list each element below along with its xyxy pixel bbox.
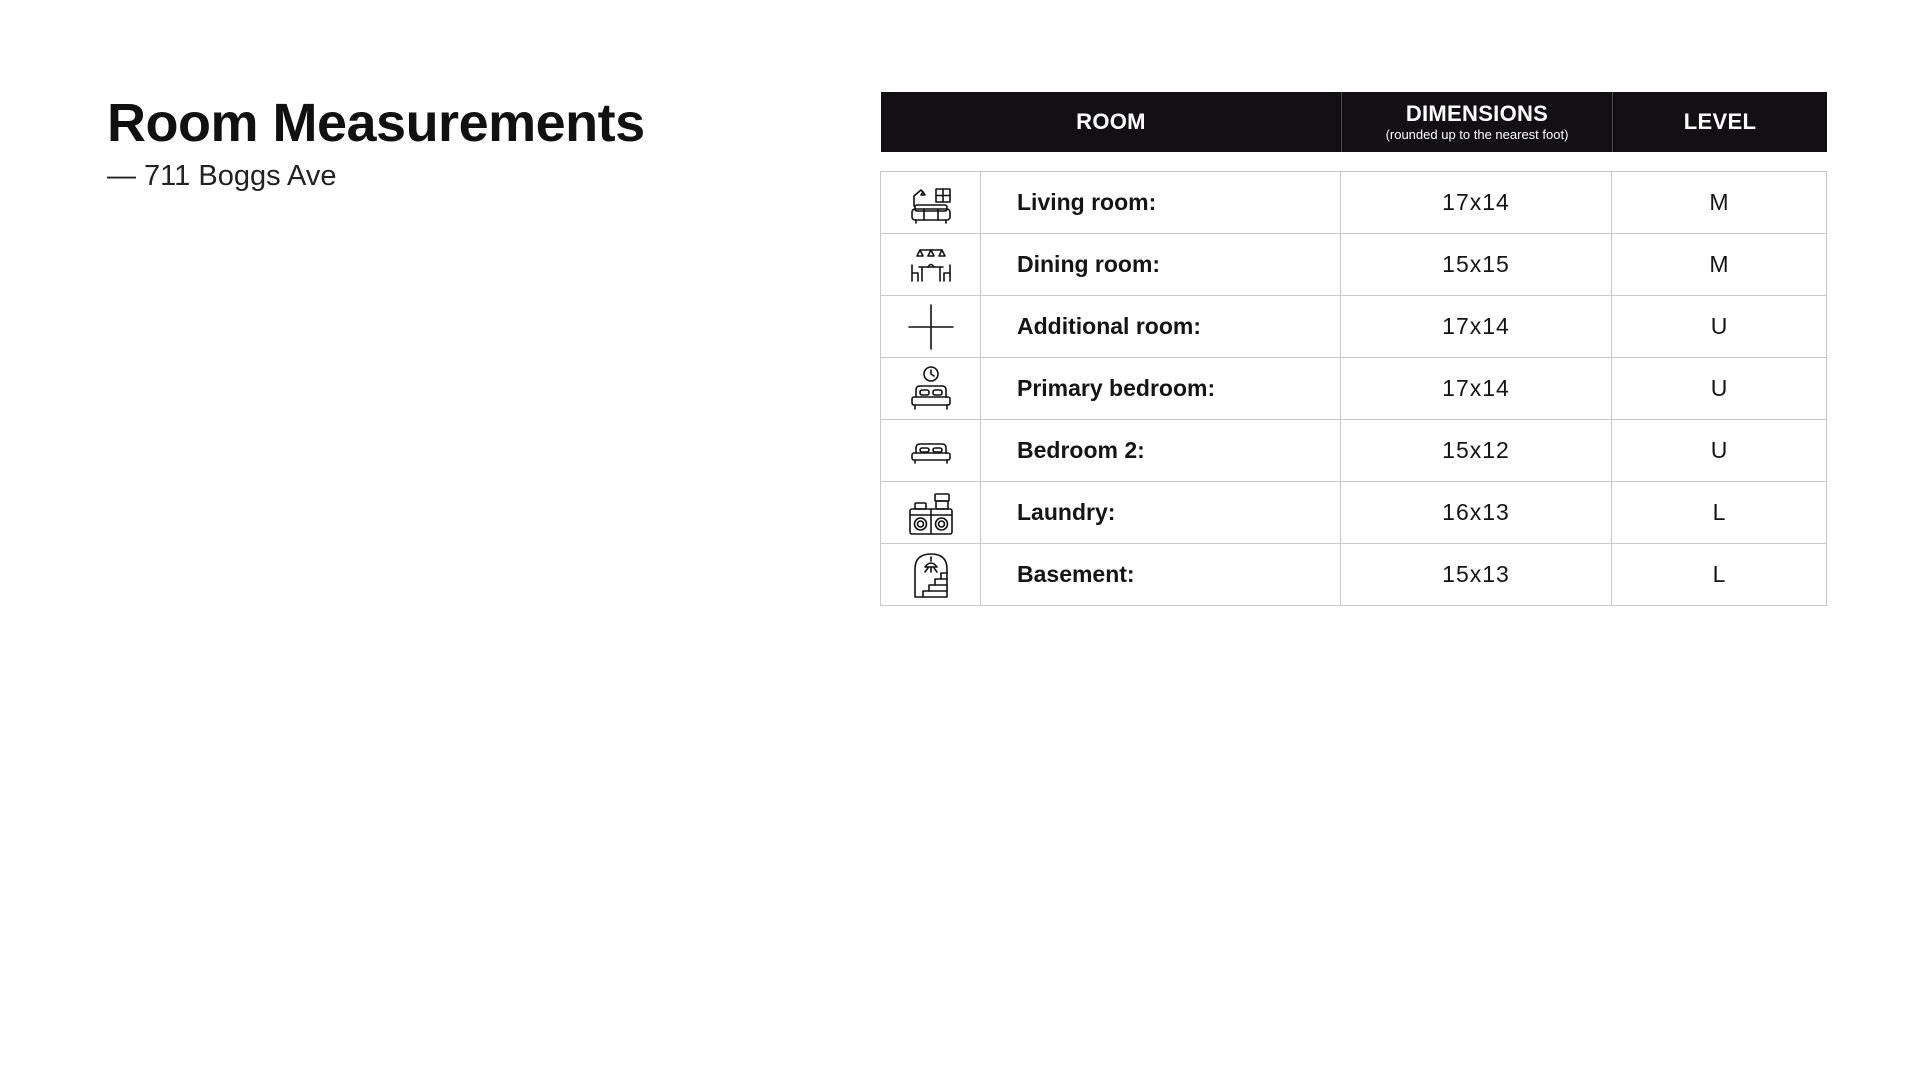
header-dimensions-label: DIMENSIONS [1405, 101, 1549, 126]
table-row [881, 420, 1827, 482]
room-icon-cell [881, 172, 981, 234]
room-level: L [1612, 482, 1827, 544]
room-name: Dining room: [981, 234, 1341, 296]
header-level [1612, 92, 1827, 152]
room-icon-cell [881, 420, 981, 482]
room-dimensions: 15x15 [1341, 234, 1612, 296]
laundry-icon [907, 489, 955, 537]
room-icon-cell [881, 358, 981, 420]
room-name: Bedroom 2: [981, 420, 1341, 482]
living-room-icon [907, 179, 955, 227]
table-row [881, 544, 1827, 606]
room-icon-cell [881, 482, 981, 544]
table-row [881, 234, 1827, 296]
room-level: L [1612, 544, 1827, 606]
table-row [881, 358, 1827, 420]
header-dimensions-note: (rounded up to the nearest foot) [1385, 127, 1569, 142]
room-dimensions: 15x13 [1341, 544, 1612, 606]
plus-icon [907, 303, 955, 351]
page-title: Room Measurements [107, 93, 645, 153]
room-icon-cell [881, 234, 981, 296]
page-subtitle: — 711 Boggs Ave [107, 160, 337, 192]
header-dimensions [1341, 92, 1612, 152]
table-header [881, 92, 1827, 152]
header-room-label: ROOM [1076, 109, 1146, 134]
room-dimensions: 17x14 [1341, 172, 1612, 234]
title-block [107, 88, 645, 194]
basement-stairs-icon [907, 551, 955, 599]
dining-room-icon [907, 241, 955, 289]
table-row [881, 296, 1827, 358]
room-level: U [1612, 296, 1827, 358]
room-dimensions: 17x14 [1341, 358, 1612, 420]
room-name: Primary bedroom: [981, 358, 1341, 420]
room-icon-cell [881, 296, 981, 358]
room-name: Living room: [981, 172, 1341, 234]
header-level-label: LEVEL [1683, 109, 1757, 134]
room-icon-cell [881, 544, 981, 606]
room-level: U [1612, 358, 1827, 420]
room-name: Laundry: [981, 482, 1341, 544]
room-name: Additional room: [981, 296, 1341, 358]
room-dimensions: 17x14 [1341, 296, 1612, 358]
table-row [881, 482, 1827, 544]
room-dimensions: 16x13 [1341, 482, 1612, 544]
room-level: U [1612, 420, 1827, 482]
primary-bedroom-icon [907, 365, 955, 413]
room-name: Basement: [981, 544, 1341, 606]
room-table [880, 171, 1827, 606]
bed-icon [907, 427, 955, 475]
room-level: M [1612, 172, 1827, 234]
room-level: M [1612, 234, 1827, 296]
room-dimensions: 15x12 [1341, 420, 1612, 482]
table-row [881, 172, 1827, 234]
header-room [881, 92, 1341, 152]
